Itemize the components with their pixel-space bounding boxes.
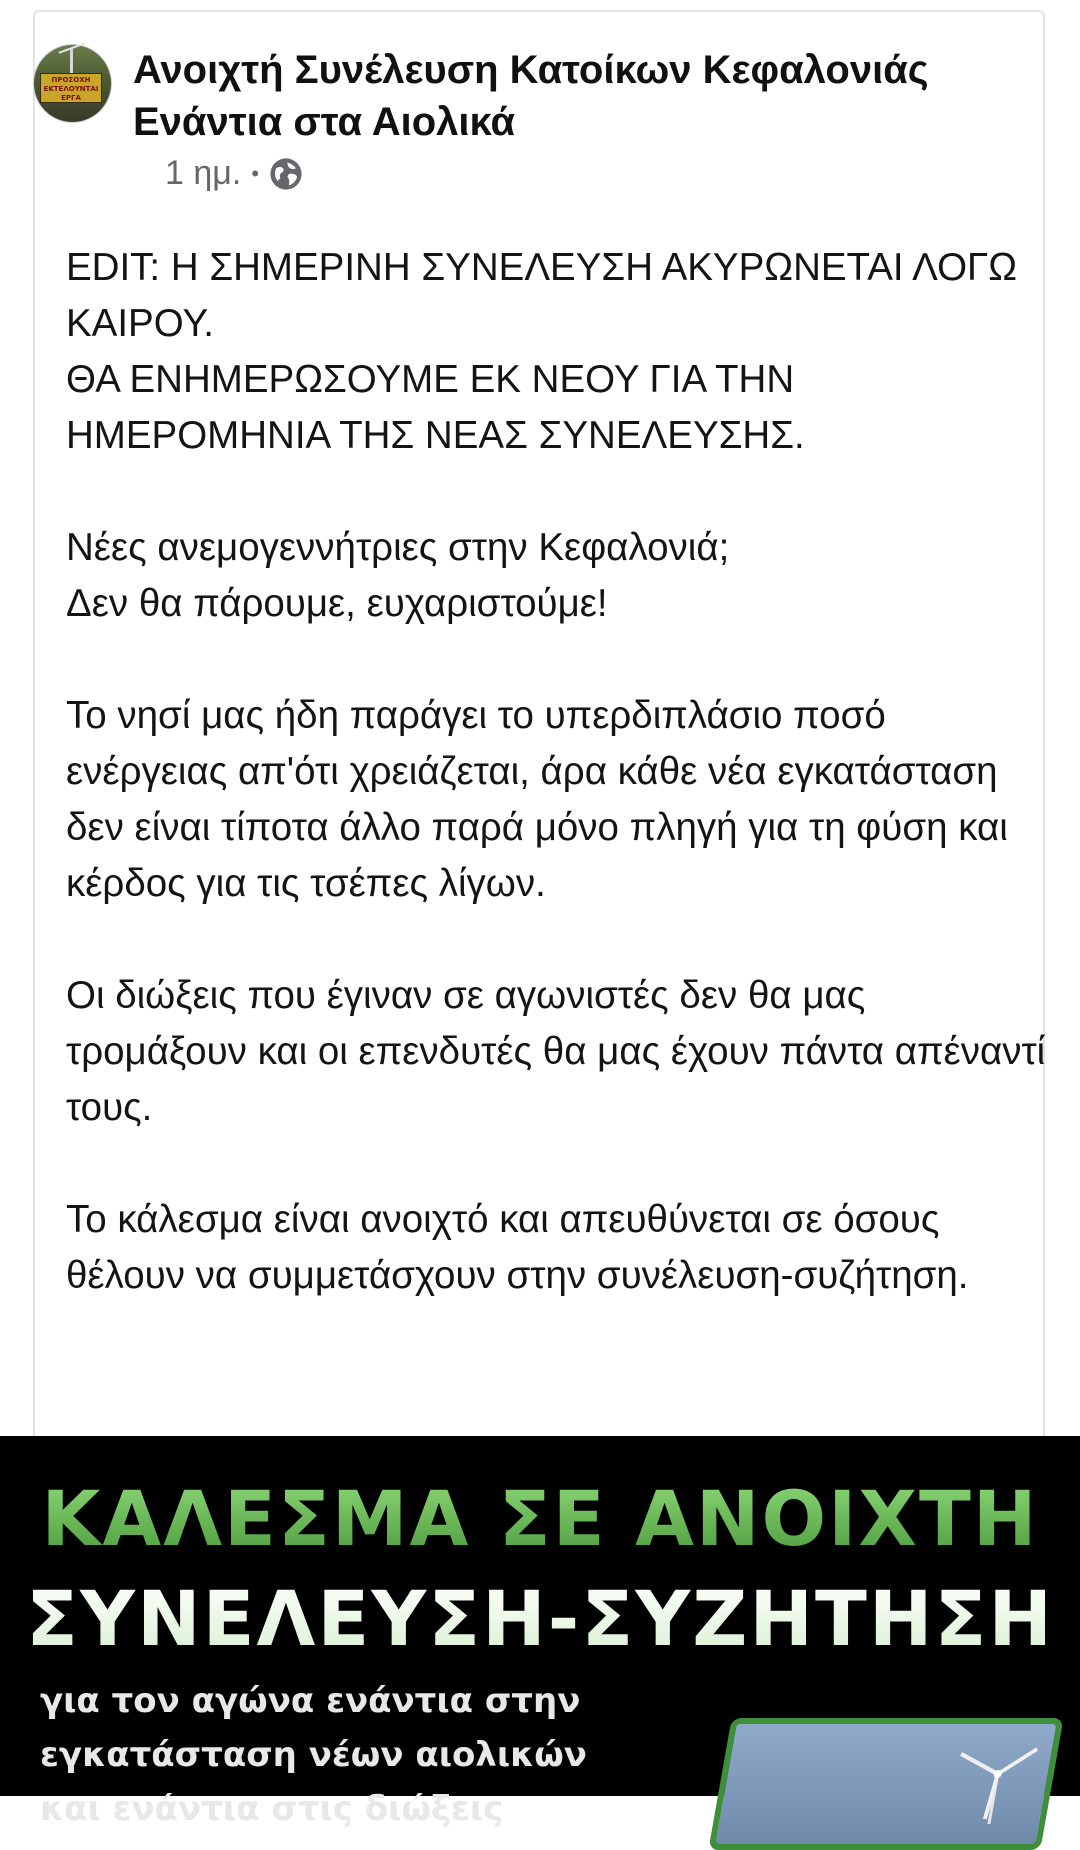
post-body (66, 240, 1046, 1304)
avatar-turbine-pole (70, 49, 73, 75)
post-paragraph: Το νησί μας ήδη παράγει το υπερδιπλάσιο ποσό ενέργειας απ'ότι χρειάζεται, άρα κάθε νέα εγκατάσταση δεν είναι τίποτα άλλο παρά μόνο πληγή για τη φύση και κέρδος για τις τσέπες λίγων. (66, 694, 1008, 905)
post-timestamp[interactable]: 1 ημ. (165, 154, 242, 192)
banner-subtitle: για τον αγώνα ενάντια στην εγκατάσταση νέων αιολικών και ενάντια στις διώξεις (40, 1681, 587, 1829)
page-avatar[interactable] (33, 44, 112, 123)
post-paragraph: Το κάλεσμα είναι ανοιχτό και απευθύνεται σε όσους θέλουν να συμμετάσχουν στην συνέλευση-συζήτηση. (66, 1198, 969, 1297)
post-paragraph: Νέες ανεμογεννήτριες στην Κεφαλονιά; Δεν θα πάρουμε, ευχαριστούμε! (66, 526, 730, 625)
post-paragraph: EDIT: Η ΣΗΜΕΡΙΝΗ ΣΥΝΕΛΕΥΣΗ ΑΚΥΡΩΝΕΤΑΙ ΛΟΓΩ ΚΑΙΡΟΥ. ΘΑ ΕΝΗΜΕΡΩΣΟΥΜΕ ΕΚ ΝΕΟΥ ΓΙΑ ΤΗΝ ΗΜΕΡΟΜΗΝΙΑ ΤΗΣ ΝΕΑΣ ΣΥΝΕΛΕΥΣΗΣ. (66, 246, 1017, 457)
post-paragraph: Οι διώξεις που έγιναν σε αγωνιστές δεν θα μας τρομάξουν και οι επενδυτές θα μας έχουν πάντα απέναντί τους. (66, 974, 1046, 1129)
post-meta (165, 154, 303, 193)
banner-turbine-photo (708, 1718, 1063, 1850)
avatar-sign: ΠΡΟΣΟΧΗ ΕΚΤΕΛΟΥΝΤΑΙ ΕΡΓΑ (40, 73, 102, 103)
meta-separator: • (251, 160, 260, 186)
wind-turbine-icon (929, 1744, 1043, 1824)
banner-title-line1: ΚΑΛΕΣΜΑ ΣΕ ΑΝΟΙΧΤΗ (0, 1474, 1080, 1563)
globe-icon[interactable] (269, 157, 303, 191)
post-image[interactable] (0, 1436, 1080, 1829)
page-name[interactable]: Ανοιχτή Συνέλευση Κατοίκων Κεφαλονιάς Ενάντια στα Αιολικά (133, 48, 929, 144)
banner-title-line2: ΣΥΝΕΛΕΥΣΗ-ΣΥΖΗΤΗΣΗ (0, 1574, 1080, 1663)
